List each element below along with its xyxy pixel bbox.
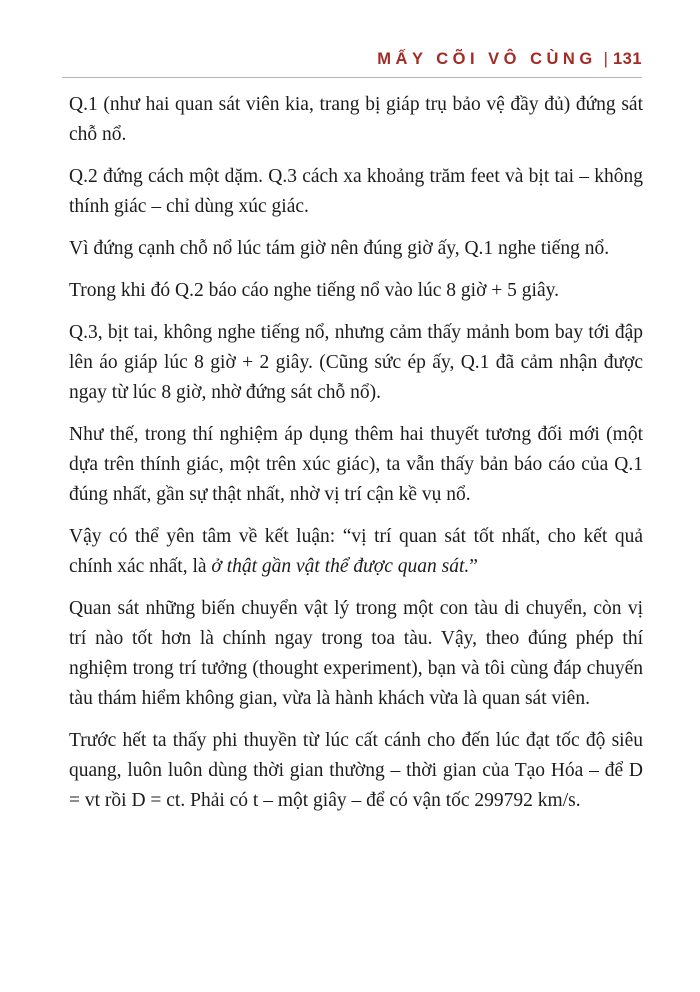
quote-lead-text: Vậy có thể yên tâm về kết luận: “vị trí quan sát tốt nhất, cho kết quả chính xác nhất, là [69, 525, 643, 577]
paragraph: Trước hết ta thấy phi thuyền từ lúc cất cánh cho đến lúc đạt tốc độ siêu quang, luôn luôn dùng thời gian thường – thời gian của Tạo Hóa – để D = vt rồi D = ct. Phải có t – một giây – để có vận tốc 299792 km/s. [69, 729, 643, 811]
body-text [69, 78, 643, 816]
paragraph: Vì đứng cạnh chỗ nổ lúc tám giờ nên đúng giờ ấy, Q.1 nghe tiếng nổ. [69, 237, 610, 259]
quote-italic-text: ở thật gần vật thể được quan sát. [211, 555, 470, 577]
paragraph: Quan sát những biến chuyển vật lý trong một con tàu di chuyển, còn vị trí nào tốt hơn là chính ngay trong toa tàu. Vậy, theo đúng phép thí nghiệm trong trí tưởng (thought experiment), bạn và tôi cùng đáp chuyến tàu thám hiểm không gian, vừa là hành khách vừa là quan sát viên. [69, 597, 643, 709]
quote-close-mark: ” [469, 555, 478, 577]
paragraph: Q.2 đứng cách một dặm. Q.3 cách xa khoảng trăm feet và bịt tai – không thính giác – chỉ dùng xúc giác. [69, 165, 643, 217]
page-title: MẤY CÕI VÔ CÙNG [377, 50, 597, 68]
paragraph: Q.3, bịt tai, không nghe tiếng nổ, nhưng cảm thấy mảnh bom bay tới đập lên áo giáp lúc 8 giờ + 2 giây. (Cũng sức ép ấy, Q.1 đã cảm nhận được ngay từ lúc 8 giờ, nhờ đứng sát chỗ nổ). [69, 321, 643, 403]
running-header [62, 0, 642, 78]
paragraph: Q.1 (như hai quan sát viên kia, trang bị giáp trụ bảo vệ đầy đủ) đứng sát chỗ nổ. [69, 93, 643, 145]
paragraph-with-quote [69, 522, 643, 582]
paragraph: Trong khi đó Q.2 báo cáo nghe tiếng nổ vào lúc 8 giờ + 5 giây. [69, 279, 559, 301]
page-number: 131 [612, 50, 642, 68]
paragraph: Như thế, trong thí nghiệm áp dụng thêm hai thuyết tương đối mới (một dựa trên thính giác, một trên xúc giác), ta vẫn thấy bản báo cáo của Q.1 đúng nhất, gần sự thật nhất, nhờ vị trí cận kề vụ nổ. [69, 423, 643, 505]
header-separator: | [603, 50, 608, 68]
